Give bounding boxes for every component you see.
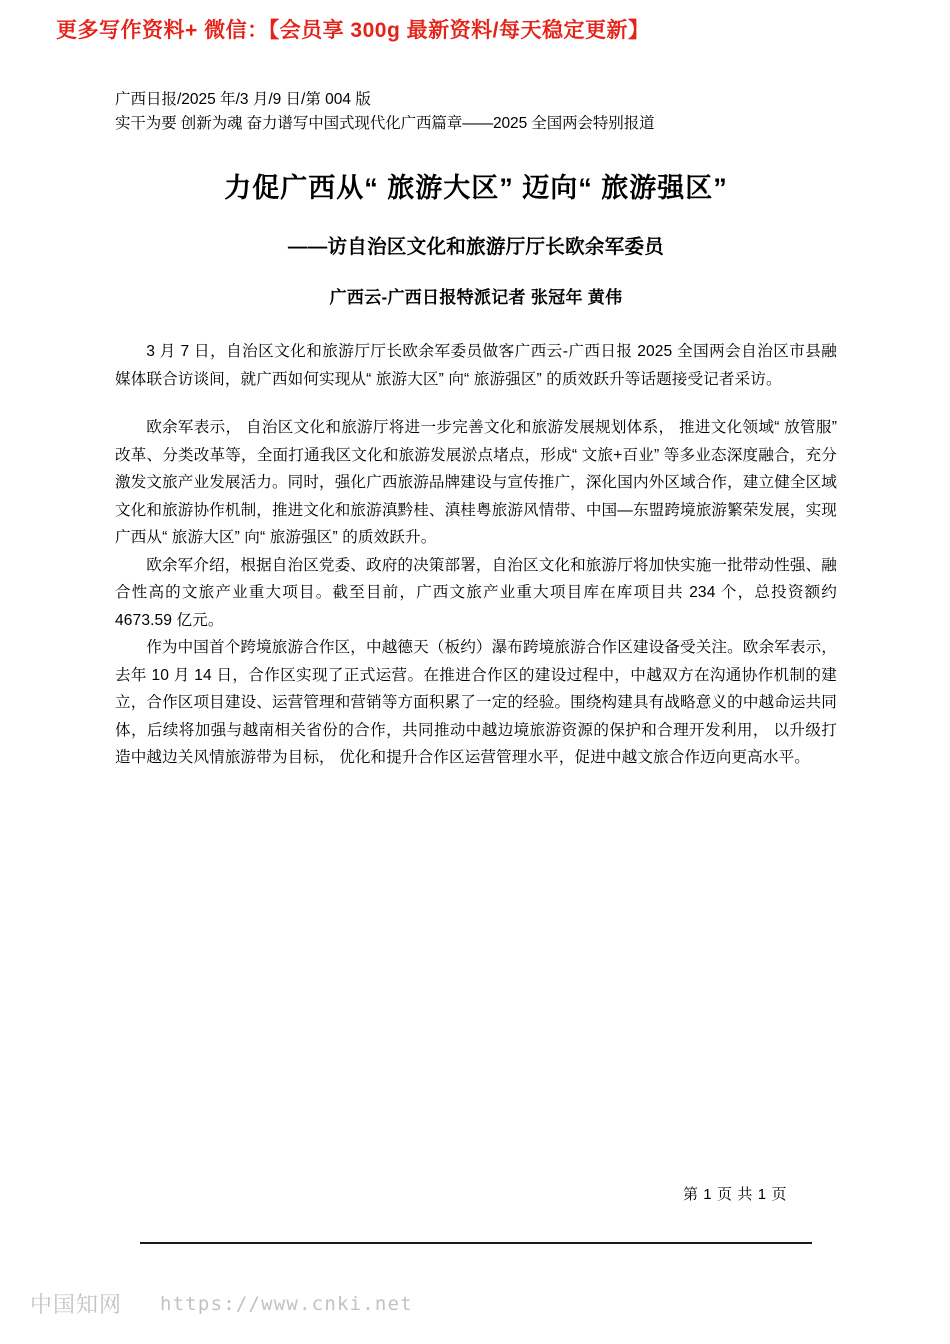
body-paragraph: 欧余军介绍，根据自治区党委、政府的决策部署，自治区文化和旅游厅将加快实施一批带动性强、融合性高的文旅产业重大项目。截至目前，广西文旅产业重大项目库在库项目共 234 个，总投资额约 4673.59 亿元。 [115, 556, 837, 629]
article-subtitle: ——访自治区文化和旅游厅厅长欧余军委员 [287, 236, 665, 258]
body-paragraph: 3 月 7 日，自治区文化和旅游厅厅长欧余军委员做客广西云-广西日报 2025 全国两会自治区市县融媒体联合访谈间，就广西如何实现从“ 旅游大区” 向“ 旅游强区” 的质效跃升等话题接受记者采访。 [115, 343, 837, 388]
publication-column-line: 实干为要 创新为魂 奋力谱写中国式现代化广西篇章——2025 全国两会特别报道 [115, 115, 655, 132]
article-byline: 广西云-广西日报特派记者 张冠年 黄伟 [329, 288, 623, 307]
publication-source-line: 广西日报/2025 年/3 月/9 日/第 004 版 [115, 91, 371, 108]
cnki-url-label: https://www.cnki.net [160, 1292, 413, 1315]
cnki-watermark [30, 1288, 413, 1319]
page-indicator-label: 第 1 页 共 1 页 [682, 1186, 788, 1203]
body-paragraph: 欧余军表示， 自治区文化和旅游厅将进一步完善文化和旅游发展规划体系， 推进文化领域“ 放管服” 改革、分类改革等，全面打通我区文化和旅游发展淤点堵点，形成“ 文旅+百业” 等多业态深度融合，充分激发文旅产业发展活力。同时，强化广西旅游品牌建设与宣传推广，深化国内外区域合作，建立健全区域文化和旅游协作机制，推进文化和旅游滇黔桂、滇桂粤旅游风情带、中国—东盟跨境旅游繁荣发展，实现广西从“ 旅游大区” 向“ 旅游强区” 的质效跃升。 [115, 419, 837, 546]
promo-banner-text: 更多写作资料+ 微信：【会员享 300g 最新资料/每天稳定更新】 [56, 19, 650, 42]
cnki-brand-label: 中国知网 [30, 1293, 123, 1318]
article-title: 力促广西从“ 旅游大区” 迈向“ 旅游强区” [224, 173, 728, 203]
body-paragraph: 作为中国首个跨境旅游合作区，中越德天（板约）瀑布跨境旅游合作区建设备受关注。欧余军表示，去年 10 月 14 日，合作区实现了正式运营。在推进合作区的建设过程中，中越双方在沟通协作机制的建立，合作区项目建设、运营管理和营销等方面积累了一定的经验。围绕构建具有战略意义的中越命运共同体，后续将加强与越南相关省份的合作，共同推动中越边境旅游资源的保护和合理开发利用， 以升级打造中越边关风情旅游带为目标， 优化和提升合作区运营管理水平，促进中越文旅合作迈向更高水平。 [115, 639, 837, 766]
footer-divider [140, 1242, 812, 1244]
page-indicator [0, 1183, 950, 1204]
article-body [115, 338, 837, 772]
document-content-column [115, 88, 837, 772]
